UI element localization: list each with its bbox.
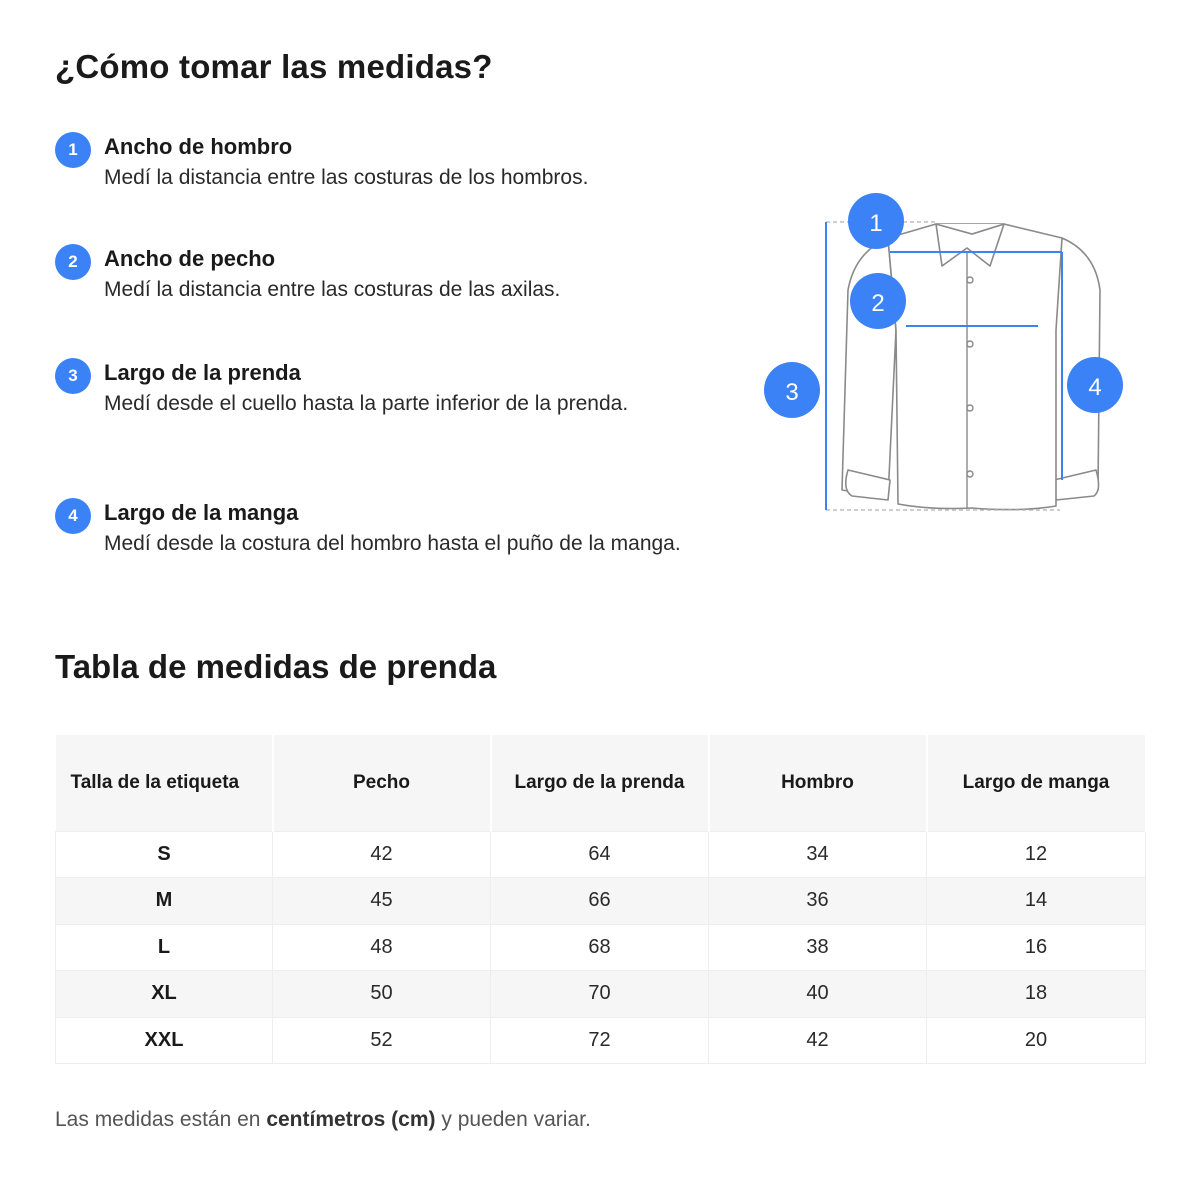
table-row <box>56 1017 1146 1064</box>
size-table <box>55 735 1147 1064</box>
size-cell: XL <box>56 971 273 1018</box>
length-cell: 64 <box>491 831 709 878</box>
size-cell: L <box>56 924 273 971</box>
length-cell: 72 <box>491 1017 709 1064</box>
column-header-size-label: Talla de la etiqueta <box>56 735 273 831</box>
step-description: Medí la distancia entre las costuras de los hombros. <box>104 166 589 189</box>
step-title: Largo de la manga <box>104 500 299 525</box>
marker-2 <box>850 273 906 329</box>
step-number-badge: 1 <box>55 132 91 168</box>
shoulder-cell: 36 <box>709 878 927 925</box>
chest-cell: 50 <box>273 971 491 1018</box>
shoulder-cell: 34 <box>709 831 927 878</box>
size-cell: M <box>56 878 273 925</box>
step-number-badge: 2 <box>55 244 91 280</box>
table-row <box>56 924 1146 971</box>
table-header-row <box>56 735 1146 831</box>
sleeve-cell: 20 <box>927 1017 1146 1064</box>
size-table-title: Tabla de medidas de prenda <box>55 648 497 685</box>
units-footnote <box>55 1108 591 1132</box>
length-cell: 70 <box>491 971 709 1018</box>
sleeve-cell: 16 <box>927 924 1146 971</box>
shoulder-cell: 42 <box>709 1017 927 1064</box>
size-cell: XXL <box>56 1017 273 1064</box>
chest-cell: 52 <box>273 1017 491 1064</box>
step-garment-length <box>55 356 628 417</box>
footnote-suffix: y pueden variar. <box>441 1108 591 1131</box>
step-chest-width <box>55 242 560 303</box>
size-cell: S <box>56 831 273 878</box>
step-shoulder-width <box>55 130 588 191</box>
svg-text:1: 1 <box>869 210 883 237</box>
chest-cell: 48 <box>273 924 491 971</box>
step-description: Medí la distancia entre las costuras de las axilas. <box>104 278 561 301</box>
step-number-badge: 3 <box>55 358 91 394</box>
table-row <box>56 878 1146 925</box>
svg-text:2: 2 <box>871 290 885 317</box>
sleeve-cell: 18 <box>927 971 1146 1018</box>
step-description: Medí desde la costura del hombro hasta el puño de la manga. <box>104 532 681 555</box>
marker-3 <box>764 362 820 418</box>
step-title: Ancho de pecho <box>104 246 276 271</box>
sleeve-cell: 14 <box>927 878 1146 925</box>
svg-text:3: 3 <box>785 379 799 406</box>
step-title: Ancho de hombro <box>104 134 293 159</box>
chest-cell: 42 <box>273 831 491 878</box>
length-cell: 66 <box>491 878 709 925</box>
page-title: ¿Cómo tomar las medidas? <box>55 48 493 85</box>
marker-4 <box>1067 357 1123 413</box>
length-cell: 68 <box>491 924 709 971</box>
marker-1 <box>848 193 904 249</box>
column-header-chest: Pecho <box>273 735 491 831</box>
footnote-unit: centímetros (cm) <box>266 1108 436 1131</box>
shoulder-cell: 40 <box>709 971 927 1018</box>
svg-text:4: 4 <box>1088 374 1102 401</box>
chest-cell: 45 <box>273 878 491 925</box>
column-header-sleeve-length: Largo de manga <box>927 735 1146 831</box>
column-header-shoulder: Hombro <box>709 735 927 831</box>
sleeve-cell: 12 <box>927 831 1146 878</box>
shirt-icon <box>760 190 1130 520</box>
table-row <box>56 831 1146 878</box>
step-number-badge: 4 <box>55 498 91 534</box>
column-header-garment-length: Largo de la prenda <box>491 735 709 831</box>
step-title: Largo de la prenda <box>104 360 301 385</box>
table-row <box>56 971 1146 1018</box>
shoulder-cell: 38 <box>709 924 927 971</box>
step-description: Medí desde el cuello hasta la parte inferior de la prenda. <box>104 392 629 415</box>
step-sleeve-length <box>55 496 681 557</box>
footnote-prefix: Las medidas están en <box>55 1108 261 1131</box>
